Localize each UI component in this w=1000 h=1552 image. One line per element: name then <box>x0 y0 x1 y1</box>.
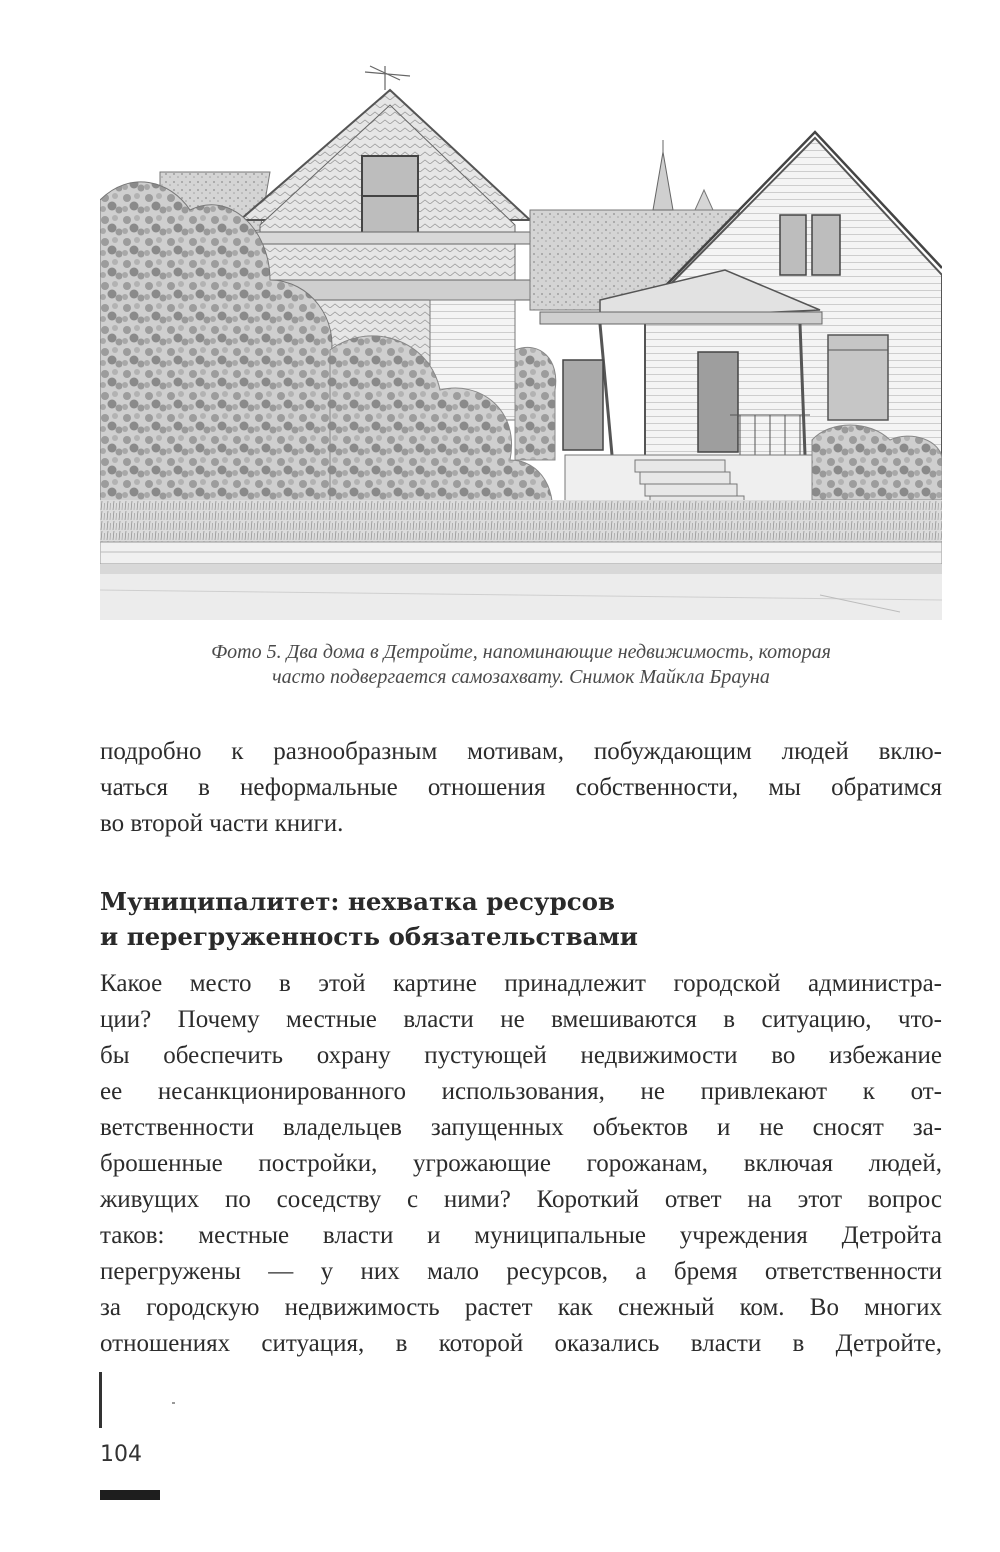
text-line: Какое место в этой картине принадлежит городской администра- <box>100 970 942 997</box>
section-heading <box>100 884 942 954</box>
paragraph-2 <box>100 966 942 1362</box>
figure-caption <box>100 640 942 690</box>
heading-line: Муниципалитет: нехватка ресурсов <box>100 887 615 916</box>
text-line: ции? Почему местные власти не вмешиваются в ситуацию, что- <box>100 1006 942 1033</box>
paragraph-1 <box>100 734 942 842</box>
house-photo-illustration <box>100 60 942 620</box>
text-line: отношениях ситуация, в которой оказались власти в Детройте, <box>100 1330 942 1357</box>
caption-line: Фото 5. Два дома в Детройте, напоминающие недвижимость, которая <box>211 641 831 663</box>
caption-line: часто подвергается самозахвату. Снимок Майкла Брауна <box>272 666 770 688</box>
house-photo <box>100 60 942 620</box>
text-line: ветственности владельцев запущенных объектов и не сносят за- <box>100 1114 942 1141</box>
page-number-bar <box>100 1490 160 1500</box>
text-line: живущих по соседству с ними? Короткий ответ на этот вопрос <box>100 1186 942 1213</box>
text-line: брошенные постройки, угрожающие горожанам, включая людей, <box>100 1150 942 1177</box>
text-line: перегружены — у них мало ресурсов, а бремя ответственности <box>100 1258 942 1285</box>
heading-line: и перегруженность обязательствами <box>100 922 638 951</box>
text-line: чаться в неформальные отношения собственности, мы обратимся <box>100 774 942 801</box>
text-line: подробно к разнообразным мотивам, побуждающим людей вклю- <box>100 738 942 765</box>
margin-rule <box>99 1372 102 1428</box>
page-number: 104 <box>100 1442 142 1467</box>
text-line: во второй части книги. <box>100 810 344 837</box>
text-line: таков: местные власти и муниципальные учреждения Детройта <box>100 1222 942 1249</box>
print-speck <box>172 1402 175 1404</box>
text-line: за городскую недвижимость растет как снежный ком. Во многих <box>100 1294 942 1321</box>
text-line: ее несанкционированного использования, не привлекают к от- <box>100 1078 942 1105</box>
text-line: бы обеспечить охрану пустующей недвижимости во избежание <box>100 1042 942 1069</box>
